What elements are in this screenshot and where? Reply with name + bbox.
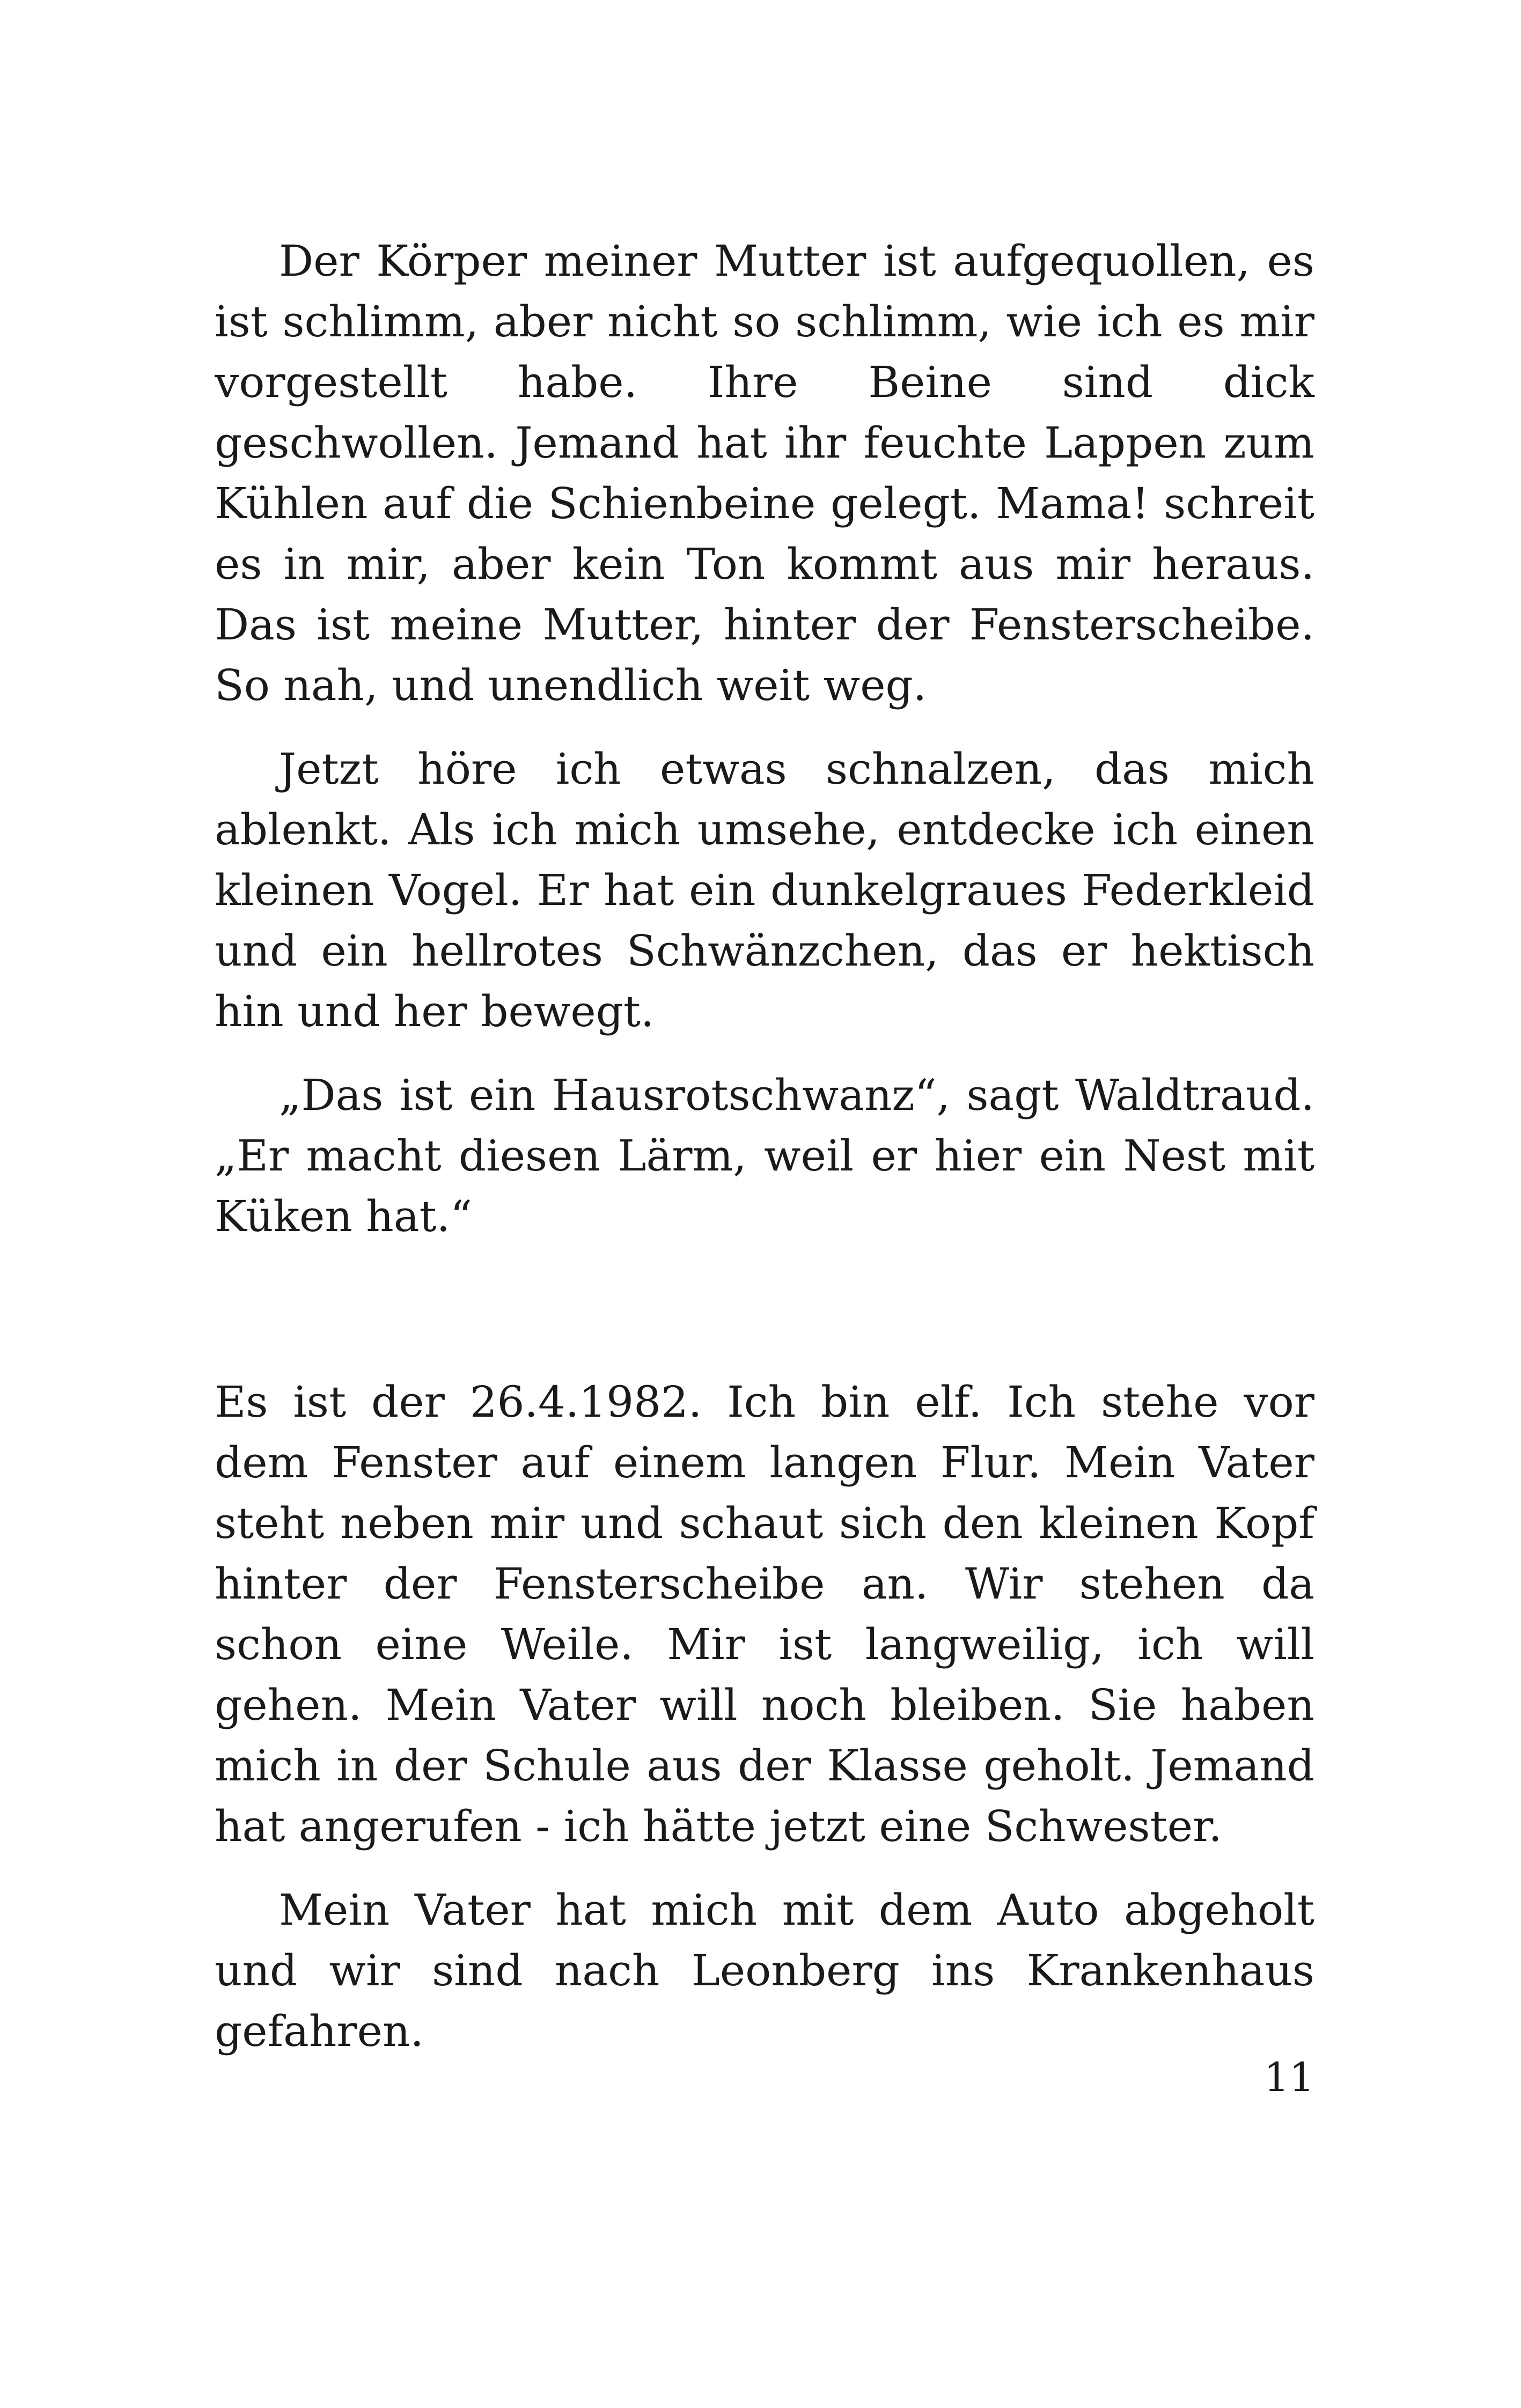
paragraph-mother: Der Körper meiner Mutter ist aufgequollen, es ist schlimm, aber nicht so schlimm, wie ich es mir vorgestellt habe. Ihre Beine sind dick geschwollen. Jemand hat ihr feuchte Lappen zum Kühlen auf die Schienbeine gelegt. Mama! schreit es in mir, aber kein Ton kommt aus mir heraus. Das ist meine Mutter, hinter der Fensterscheibe. So nah, und unendlich weit weg. xyxy=(215,236,1314,710)
paragraph-date: Es ist der 26.4.1982. Ich bin elf. Ich stehe vor dem Fenster auf einem langen Flur. Mein Vater steht neben mir und schaut sich den kleinen Kopf hinter der Fensterscheibe an. Wir stehen da schon eine Weile. Mir ist langweilig, ich will gehen. Mein Vater will noch bleiben. Sie haben mich in der Schule aus der Klasse geholt. Jemand hat angerufen - ich hätte jetzt eine Schwester. xyxy=(215,1377,1314,1851)
paragraph-father: Mein Vater hat mich mit dem Auto abgeholt und wir sind nach Leonberg ins Krankenhaus gefahren. xyxy=(215,1885,1314,2056)
text-block xyxy=(215,231,1314,2061)
section-break xyxy=(215,1372,1314,2061)
paragraph-bird: Jetzt höre ich etwas schnalzen, das mich ablenkt. Als ich mich umsehe, entdecke ich einen kleinen Vogel. Er hat ein dunkelgraues Federkleid und ein hellrotes Schwänzchen, das er hektisch hin und her bewegt. xyxy=(215,744,1314,1036)
page-number: 11 xyxy=(1263,2054,1314,2101)
paragraph-dialogue: „Das ist ein Hausrotschwanz“, sagt Waldtraud. „Er macht diesen Lärm, weil er hier ein Nest mit Küken hat.“ xyxy=(215,1070,1314,1241)
